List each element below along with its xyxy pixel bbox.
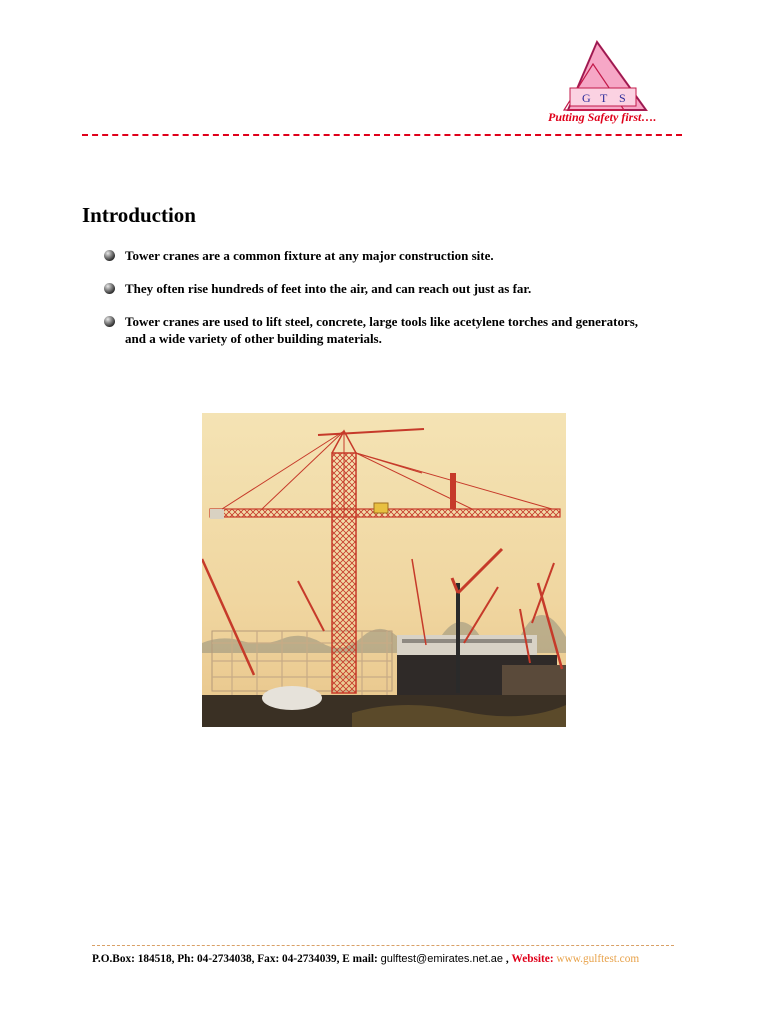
bullet-sphere-icon: [104, 283, 115, 294]
footer-contact: [92, 951, 682, 967]
footer-email-link[interactable]: gulftest@emirates.net.ae: [380, 953, 504, 965]
footer-separator: ,: [505, 953, 509, 965]
footer-website-link[interactable]: www.gulftest.com: [556, 953, 640, 965]
logo-letter-t: T: [600, 91, 608, 105]
gts-logo: [560, 40, 650, 114]
tower-crane-photo: [202, 413, 566, 727]
tagline: Putting Safety first….: [548, 110, 657, 124]
bullet-item: [104, 313, 644, 347]
bullet-text: Tower cranes are used to lift steel, concrete, large tools like acetylene torches and generators, and a wide variety of other building materials.: [125, 314, 639, 346]
bullet-sphere-icon: [104, 316, 115, 327]
bullet-text: Tower cranes are a common fixture at any major construction site.: [125, 248, 494, 263]
bullet-text: They often rise hundreds of feet into the air, and can reach out just as far.: [125, 281, 532, 296]
logo-letter-g: G: [582, 91, 591, 105]
bullet-item: [104, 280, 644, 297]
bullet-item: [104, 247, 644, 264]
bullet-sphere-icon: [104, 250, 115, 261]
footer-address: P.O.Box: 184518, Ph: 04-2734038, Fax: 04-2734039, E mail:: [92, 953, 378, 965]
bullet-list: [104, 247, 644, 363]
footer-website-label: Website:: [511, 953, 554, 965]
logo-letter-s: S: [619, 91, 626, 105]
footer-divider: [92, 945, 674, 946]
header-divider: [82, 134, 682, 136]
page-heading: Introduction: [82, 203, 196, 227]
